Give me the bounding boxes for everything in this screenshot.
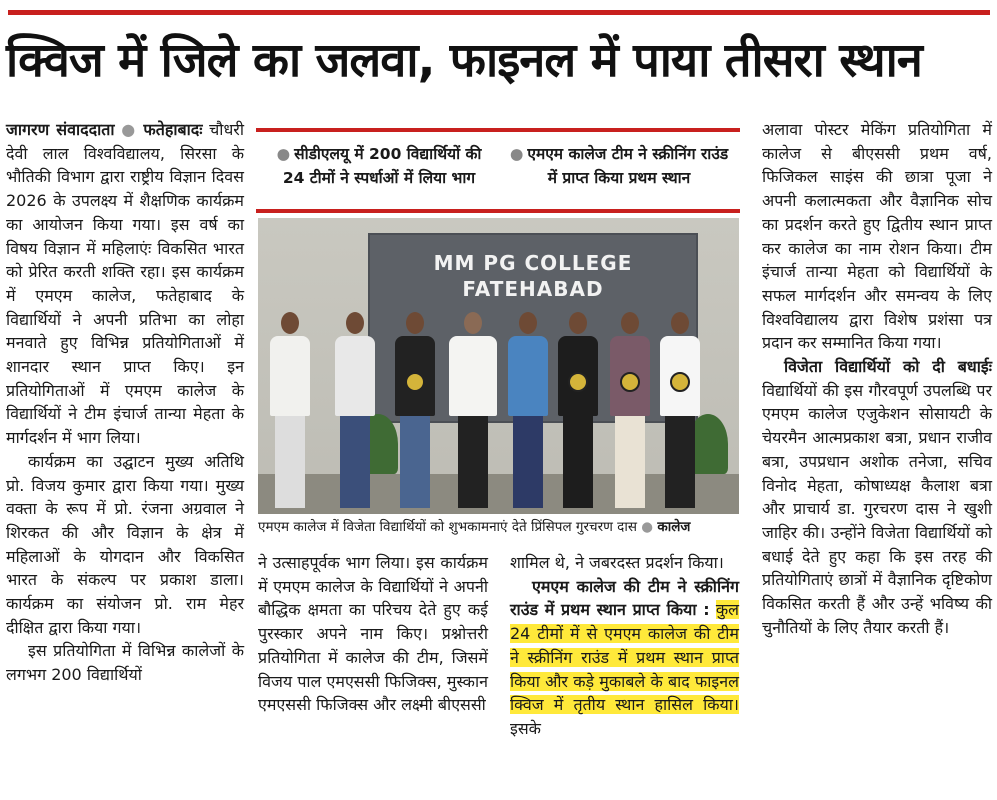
subheads-box bbox=[256, 128, 740, 213]
paragraph: इस प्रतियोगिता में विभिन्न कालेजों के लगभग 200 विद्यार्थियों bbox=[6, 641, 244, 685]
subhead-2 bbox=[504, 142, 734, 190]
sign-text-line-2: FATEHABAD bbox=[462, 277, 604, 301]
person bbox=[556, 312, 600, 508]
paragraph-text: विद्यार्थियों की इस गौरवपूर्ण उपलब्धि पर एमएम कालेज एजुकेशन सोसायटी के चेयरमैन आत्मप्रकाश बत्रा, प्रधान राजीव बत्रा, उपप्रधान अशोक तनेजा, सचिव विनोद मेहता, कोषाध्यक्ष कैलाश बत्रा और प्राचार्य डा. गुरचरण दास ने खुशी जाहिर की। उन्होंने विजेता विद्यार्थियों को बधाई देते हुए कहा कि इस तरह की प्रतियोगिताएं छात्रों में वैज्ञानिक दृष्टिकोण विकसित करती हैं और उन्हें भविष्य की चुनौतियों के लिए तैयार करती हैं। bbox=[762, 380, 992, 637]
subhead-text: सीडीएलयू में 200 विद्यार्थियों की 24 टीमों ने स्पर्धाओं में लिया भाग bbox=[282, 145, 482, 187]
person bbox=[658, 312, 702, 508]
photo-caption bbox=[258, 518, 739, 536]
person bbox=[333, 312, 377, 508]
person bbox=[608, 312, 652, 508]
sign-text-line-1: MM PG COLLEGE bbox=[433, 251, 633, 275]
caption-text: एमएम कालेज में विजेता विद्यार्थियों को शुभकामनाएं देते प्रिंसिपल गुरचरण दास bbox=[258, 519, 637, 535]
headline: क्विज में जिले का जलवा, फाइनल में पाया तीसरा स्थान bbox=[6, 33, 922, 88]
photo-credit: कालेज bbox=[657, 519, 691, 535]
subsection-lead: विजेता विद्यार्थियों को दी बधाईः bbox=[784, 357, 992, 377]
article-column-3 bbox=[510, 551, 739, 741]
person bbox=[393, 312, 437, 508]
paragraph-text: इसके bbox=[510, 718, 541, 738]
paragraph: शामिल थे, ने जबरदस्त प्रदर्शन किया। bbox=[510, 553, 724, 572]
top-rule bbox=[8, 10, 990, 15]
highlighted-text: कुल 24 टीमों में से एमएम कालेज की टीम ने स्क्रीनिंग राउंड में प्रथम स्थान प्राप्त किया और कड़े मुकाबले के बाद फाइनल क्विज में तृतीय स्थान हासिल किया। bbox=[510, 600, 740, 715]
dateline: फतेहाबादः bbox=[143, 120, 203, 139]
article-column-1 bbox=[6, 118, 244, 687]
bullet-icon: ● bbox=[509, 145, 524, 163]
person bbox=[268, 312, 312, 508]
bullet-icon: ● bbox=[641, 519, 654, 535]
bullet-icon: ● bbox=[121, 120, 137, 139]
byline: जागरण संवाददाता bbox=[6, 120, 115, 139]
paragraph: ने उत्साहपूर्वक भाग लिया। इस कार्यक्रम में एमएम कालेज के विद्यार्थियों ने अपनी बौद्धिक क्षमता का परिचय देते हुए कई पुरस्कार अपने नाम किए। प्रश्नोत्तरी प्रतियोगिता में कालेज की टीम, जिसमें विजय पाल एमएससी फिजिक्स, मुस्कान एमएससी फिजिक्स और लक्ष्मी बीएससी bbox=[258, 553, 488, 715]
paragraph: कार्यक्रम का उद्घाटन मुख्य अतिथि प्रो. विजय कुमार द्वारा किया गया। मुख्य वक्ता के रूप में प्रो. रंजना अग्रवाल ने शिरकत की और विज्ञान के क्षेत्र में महिलाओं के योगदान और विकसित भारत के संकल्प पर प्रकाश डाला। कार्यक्रम का संयोजन प्रो. राम मेहर दीक्षित द्वारा किया गया। bbox=[6, 451, 244, 637]
paragraph bbox=[510, 575, 739, 741]
article-column-4 bbox=[762, 118, 992, 639]
paragraph: अलावा पोस्टर मेकिंग प्रतियोगिता में कालेज से बीएससी प्रथम वर्ष, फिजिकल साइंस की छात्रा पूजा ने अपनी कलात्मकता और वैज्ञानिक सोच का प्रदर्शन करते हुए द्वितीय स्थान प्राप्त कर कालेज का नाम रोशन किया। टीम इंचार्ज तान्या मेहता को विद्यार्थियों के सफल मार्गदर्शन और समन्वय के लिए विश्वविद्यालय द्वारा विशेष प्रशंसा पत्र प्रदान कर सम्मानित किया गया। bbox=[762, 120, 992, 353]
paragraph bbox=[6, 118, 244, 450]
bullet-icon: ● bbox=[276, 145, 291, 163]
subhead-text: एमएम कालेज टीम ने स्क्रीनिंग राउंड में प्राप्त किया प्रथम स्थान bbox=[527, 145, 729, 187]
subsection-lead: एमएम कालेज की टीम ने स्क्रीनिंग राउंड में प्रथम स्थान प्राप्त किया : bbox=[510, 576, 739, 620]
person bbox=[506, 312, 550, 508]
paragraph-text: चौधरी देवी लाल विश्वविद्यालय, सिरसा के भौतिकी विभाग द्वारा राष्ट्रीय विज्ञान दिवस 2026 के उपलक्ष्य में शैक्षणिक कार्यक्रम का आयोजन किया गया। इस वर्ष का विषय विज्ञान में महिलाएंः विकसित भारत को प्रेरित करती शक्ति रहा। इस कार्यक्रम में एमएम कालेज, फतेहाबाद के विद्यार्थियों ने अपनी प्रतिभा का लोहा मनवाते हुए विभिन्न प्रतियोगिताओं में शानदार स्थान प्राप्त किए। इन प्रतियोगिताओं में एमएम कालेज के विद्यार्थियों ने टीम इंचार्ज तान्या मेहता के मार्गदर्शन में भाग लिया। bbox=[6, 120, 244, 448]
paragraph bbox=[762, 355, 992, 639]
article-column-2 bbox=[258, 551, 488, 717]
person bbox=[448, 312, 498, 508]
subhead-1 bbox=[264, 142, 494, 190]
news-photo bbox=[258, 218, 739, 514]
